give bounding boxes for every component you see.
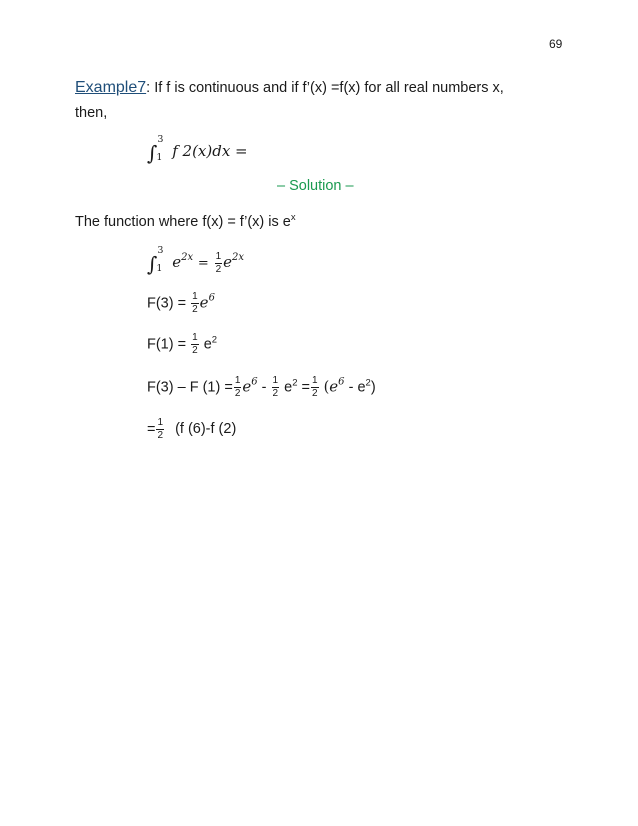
fraction: $\frac{1}{2}$: [215, 250, 222, 275]
integral-limits: 3 1: [156, 245, 164, 274]
fraction: $\frac{1}{2}$: [192, 332, 198, 356]
example-statement-text: : If f is continuous and if f’(x) =f(x) for all real numbers x,: [146, 80, 504, 96]
problem-integral: [147, 134, 248, 165]
step-5: = $\frac{1}{2}$ (f (6)-f (2): [147, 417, 237, 441]
step-1: ∫ 3 1 $e^{2x}$ = $\frac{1}{2}$ $e^{2x}$: [147, 245, 245, 276]
integral-limits: 3 1: [156, 134, 164, 163]
fraction: $\frac{1}{2}$: [272, 375, 279, 399]
fraction: $\frac{1}{2}$: [192, 291, 198, 315]
step-3: F(1) = $\frac{1}{2}$ $e^2$: [147, 332, 218, 356]
step-4: F(3) – F (1) = $\frac{1}{2}$ $e^6$ - $\frac{1}{2}$ $e^2$ = $\frac{1}{2}$ $(e^6 - e^2)$: [147, 375, 376, 399]
step-1-rhs: $e^{2x}$: [223, 252, 245, 271]
step-1-lhs: $e^{2x}$: [172, 252, 194, 271]
fraction: $\frac{1}{2}$: [157, 417, 164, 441]
integral-sign: ∫: [147, 252, 158, 276]
solution-heading: – Solution –: [277, 178, 354, 194]
fraction: $\frac{1}{2}$: [234, 375, 241, 399]
integral-sign: ∫: [147, 141, 158, 165]
step-2: F(3) = $\frac{1}{2}$ $e^6$: [147, 291, 215, 315]
example-statement: [75, 79, 504, 97]
function-line: The function where f(x) = f’(x) is $e^x$: [75, 212, 296, 230]
example-link[interactable]: Example7: [75, 79, 147, 96]
fraction: $\frac{1}{2}$: [312, 375, 318, 399]
function-line-superscript: x: [290, 212, 296, 223]
integral-expression: f 2(x)dx =: [172, 142, 248, 160]
page-number: 69: [549, 37, 563, 51]
example-statement-continued: then,: [75, 105, 108, 121]
